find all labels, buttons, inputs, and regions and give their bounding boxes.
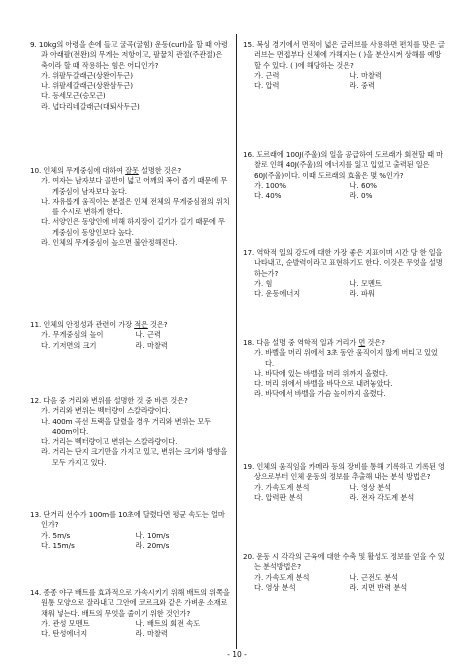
option-ga: 가. 여자는 남자보다 골반이 넓고 어깨의 폭이 좁기 때문에 무게중심이 남자보다 높다. xyxy=(41,176,228,196)
option-ga: 가. 바벨을 머리 위에서 3초 동안 움직이지 않게 버티고 있었다. xyxy=(254,348,438,368)
emphasis: 적은 xyxy=(134,320,148,329)
question-11 xyxy=(30,320,230,351)
option-na: 나. 10m/s xyxy=(135,530,170,540)
option-na: 나. 근력 xyxy=(135,330,161,340)
option-da: 다. 40% xyxy=(254,191,282,201)
option-na: 나. 자유롭게 움직이는 분절은 인체 전체의 무게중심점의 위치를 수시로 변하게 한다. xyxy=(41,196,230,217)
option-na: 나. 위팔세갈래근(상완삼두근) xyxy=(41,81,133,91)
option-ga: 가. 관성 모멘트 xyxy=(41,618,90,628)
question-stem: 10. 인체의 무게중심에 대하여 잘못 설명한 것은? xyxy=(30,166,182,175)
question-stem: 12. 다음 중 거리와 변위를 설명한 것 중 바른 것은? xyxy=(30,396,188,405)
option-ra: 라. 마찰력 xyxy=(135,340,168,350)
option-ga: 가. 위팔두갈래근(상완이두근) xyxy=(41,70,133,80)
option-ga: 가. 근력 xyxy=(254,70,280,80)
option-row xyxy=(30,531,230,541)
option-ra: 라. 넙다리네갈래근(대퇴사두근) xyxy=(41,101,140,111)
option-ra: 라. 전자 각도계 분석 xyxy=(349,492,415,502)
option-row xyxy=(243,483,445,493)
option-ra: 라. 바닥에서 바벨을 가슴 높이까지 올렸다. xyxy=(254,389,386,399)
question-18 xyxy=(243,338,445,400)
option-row xyxy=(243,191,445,201)
option-na: 나. 60% xyxy=(349,180,377,190)
option-da: 다. 15m/s xyxy=(41,540,75,550)
emphasis: 먼 xyxy=(358,338,366,347)
question-stem: 13. 단거리 선수가 100m를 10초에 달렸다면 평균 속도는 얼마인가? xyxy=(30,510,225,530)
option-ra: 라. 20m/s xyxy=(135,540,170,550)
option-ga: 가. 5m/s xyxy=(41,530,71,540)
option-da: 다. 영상 분석 xyxy=(254,582,296,592)
question-stem: 20. 운동 시 각각의 근육에 대한 수축 및 활성도 정보를 얻을 수 있는 분석방법은? xyxy=(243,552,445,572)
option-da: 다. 머리 위에서 바벨을 바닥으로 내려놓았다. xyxy=(254,379,393,389)
option-na: 나. 근전도 분석 xyxy=(349,572,399,582)
option-row xyxy=(30,541,230,551)
question-15 xyxy=(243,40,445,91)
question-stem: 11. 인체의 안정성과 관련이 가장 적은 것은? xyxy=(30,320,168,329)
column-divider xyxy=(236,34,237,649)
option-row xyxy=(30,629,230,639)
question-19 xyxy=(243,462,445,503)
option-ra: 라. 인체의 무게중심이 높으면 불안정해진다. xyxy=(41,238,178,248)
question-20 xyxy=(243,552,445,593)
question-17 xyxy=(243,248,445,299)
question-16 xyxy=(243,150,445,201)
option-ra: 라. 중력 xyxy=(349,81,375,91)
option-row xyxy=(243,181,445,191)
question-stem: 9. 10kg의 아령을 손에 들고 굴곡(굴힘) 운동(curl)을 할 때 아령과 아래팔(전완)의 무게는 저항이고, 팔꿉치 관절(주관절)은 축이라 할 때 작용하는 힘은 어디인가? xyxy=(30,40,228,70)
option-ga: 가. 거리와 변위는 벡터량이 스칼라량이다. xyxy=(41,406,171,416)
option-row xyxy=(243,289,445,299)
option-ra: 라. 거리는 단지 크기만을 가지고 있고, 변위는 크기와 방향을 모두 가지고 있다. xyxy=(41,447,228,467)
option-ga: 가. 가속도계 분석 xyxy=(254,572,310,582)
option-da: 다. 거리는 벡터량이고 변위는 스칼라량이다. xyxy=(41,437,178,447)
option-ra: 라. 지면 반력 분석 xyxy=(349,582,408,592)
option-row xyxy=(243,583,445,593)
option-ra: 라. 0% xyxy=(349,191,373,201)
option-na: 나. 모멘트 xyxy=(349,278,382,288)
question-9 xyxy=(30,40,230,112)
page-number: - 10 - xyxy=(227,650,247,659)
option-na: 나. 바닥에 있는 바벨을 머리 위까지 올렸다. xyxy=(254,368,388,378)
option-da: 다. 운동에너지 xyxy=(254,289,301,299)
option-da: 다. 탄성에너지 xyxy=(41,629,88,639)
question-13 xyxy=(30,510,230,551)
option-ra: 라. 파워 xyxy=(349,289,375,299)
emphasis: 잘못 xyxy=(125,166,139,175)
option-ga: 가. 가속도계 분석 xyxy=(254,482,310,492)
option-row xyxy=(243,493,445,503)
option-ra: 라. 마찰력 xyxy=(135,629,168,639)
option-ga: 가. 힘 xyxy=(254,278,273,288)
option-da: 다. 등세모근(승모근) xyxy=(41,91,106,101)
question-14 xyxy=(30,588,230,639)
option-row xyxy=(30,619,230,629)
option-row xyxy=(243,573,445,583)
question-stem: 17. 역학적 일의 강도에 대한 가장 좋은 지표이며 시간 당 한 일을 나타내고, 순발력이라고 표현하기도 한다. 이것은 무엇을 설명 하는가? xyxy=(243,248,443,278)
option-na: 나. 마찰력 xyxy=(349,70,382,80)
option-da: 다. 압력판 분석 xyxy=(254,492,303,502)
question-12 xyxy=(30,396,230,468)
option-row xyxy=(243,279,445,289)
option-row xyxy=(243,81,445,91)
option-row xyxy=(243,71,445,81)
option-na: 나. 400m 곡선 트랙을 달렸을 경우 거리와 변위는 모두 400m이다. xyxy=(41,416,212,436)
question-stem: 14. 종종 야구 배트를 효과적으로 가속시키기 위해 배트의 위쪽을 원통 모양으로 잘라내고 그안에 코르크와 같은 가벼운 소재로 채워 넣는다. 배트의 무엇을 줄이기 위한 것인가? xyxy=(30,588,230,618)
question-10 xyxy=(30,166,230,248)
option-na: 나. 영상 분석 xyxy=(349,482,392,492)
question-stem: 16. 도르래에 100J(주울)의 일을 공급하여 도르래가 회전할 때 마찰로 인해 40J(주울)의 에너지를 잃고 입었고 출력된 일은 60J(주울)이다. 이때 도르래의 효율은 몇 %인가? xyxy=(243,150,444,180)
option-da: 다. 압력 xyxy=(254,81,280,91)
option-da: 다. 기저면의 크기 xyxy=(41,340,97,350)
option-row xyxy=(30,341,230,351)
question-stem: 19. 인체의 움직임을 카메라 등의 장비를 통해 기록하고 기록된 영상으로부터 인체 운동의 정보를 추출해 내는 분석 방법은? xyxy=(243,462,445,482)
option-ga: 가. 100% xyxy=(254,180,287,190)
option-row xyxy=(30,330,230,340)
option-da: 다. 서양인은 동양인에 비해 하지장이 길기가 길기 때문에 무게중심이 동양인보다 높다. xyxy=(41,217,225,237)
option-na: 나. 배트의 회전 속도 xyxy=(135,618,201,628)
option-ga: 가. 무게중심의 높이 xyxy=(41,330,104,340)
question-stem: 18. 다음 설명 중 역학적 일과 거리가 먼 것은? xyxy=(243,338,385,347)
question-stem: 15. 복싱 경기에서 면적이 넓은 글러브를 사용하면 편치를 맞은 글러브는 면접부다 신체에 가해지는 ( )을 분산시켜 상해를 예방할 수 있다. ( )에 해당하는 것은? xyxy=(243,40,445,70)
